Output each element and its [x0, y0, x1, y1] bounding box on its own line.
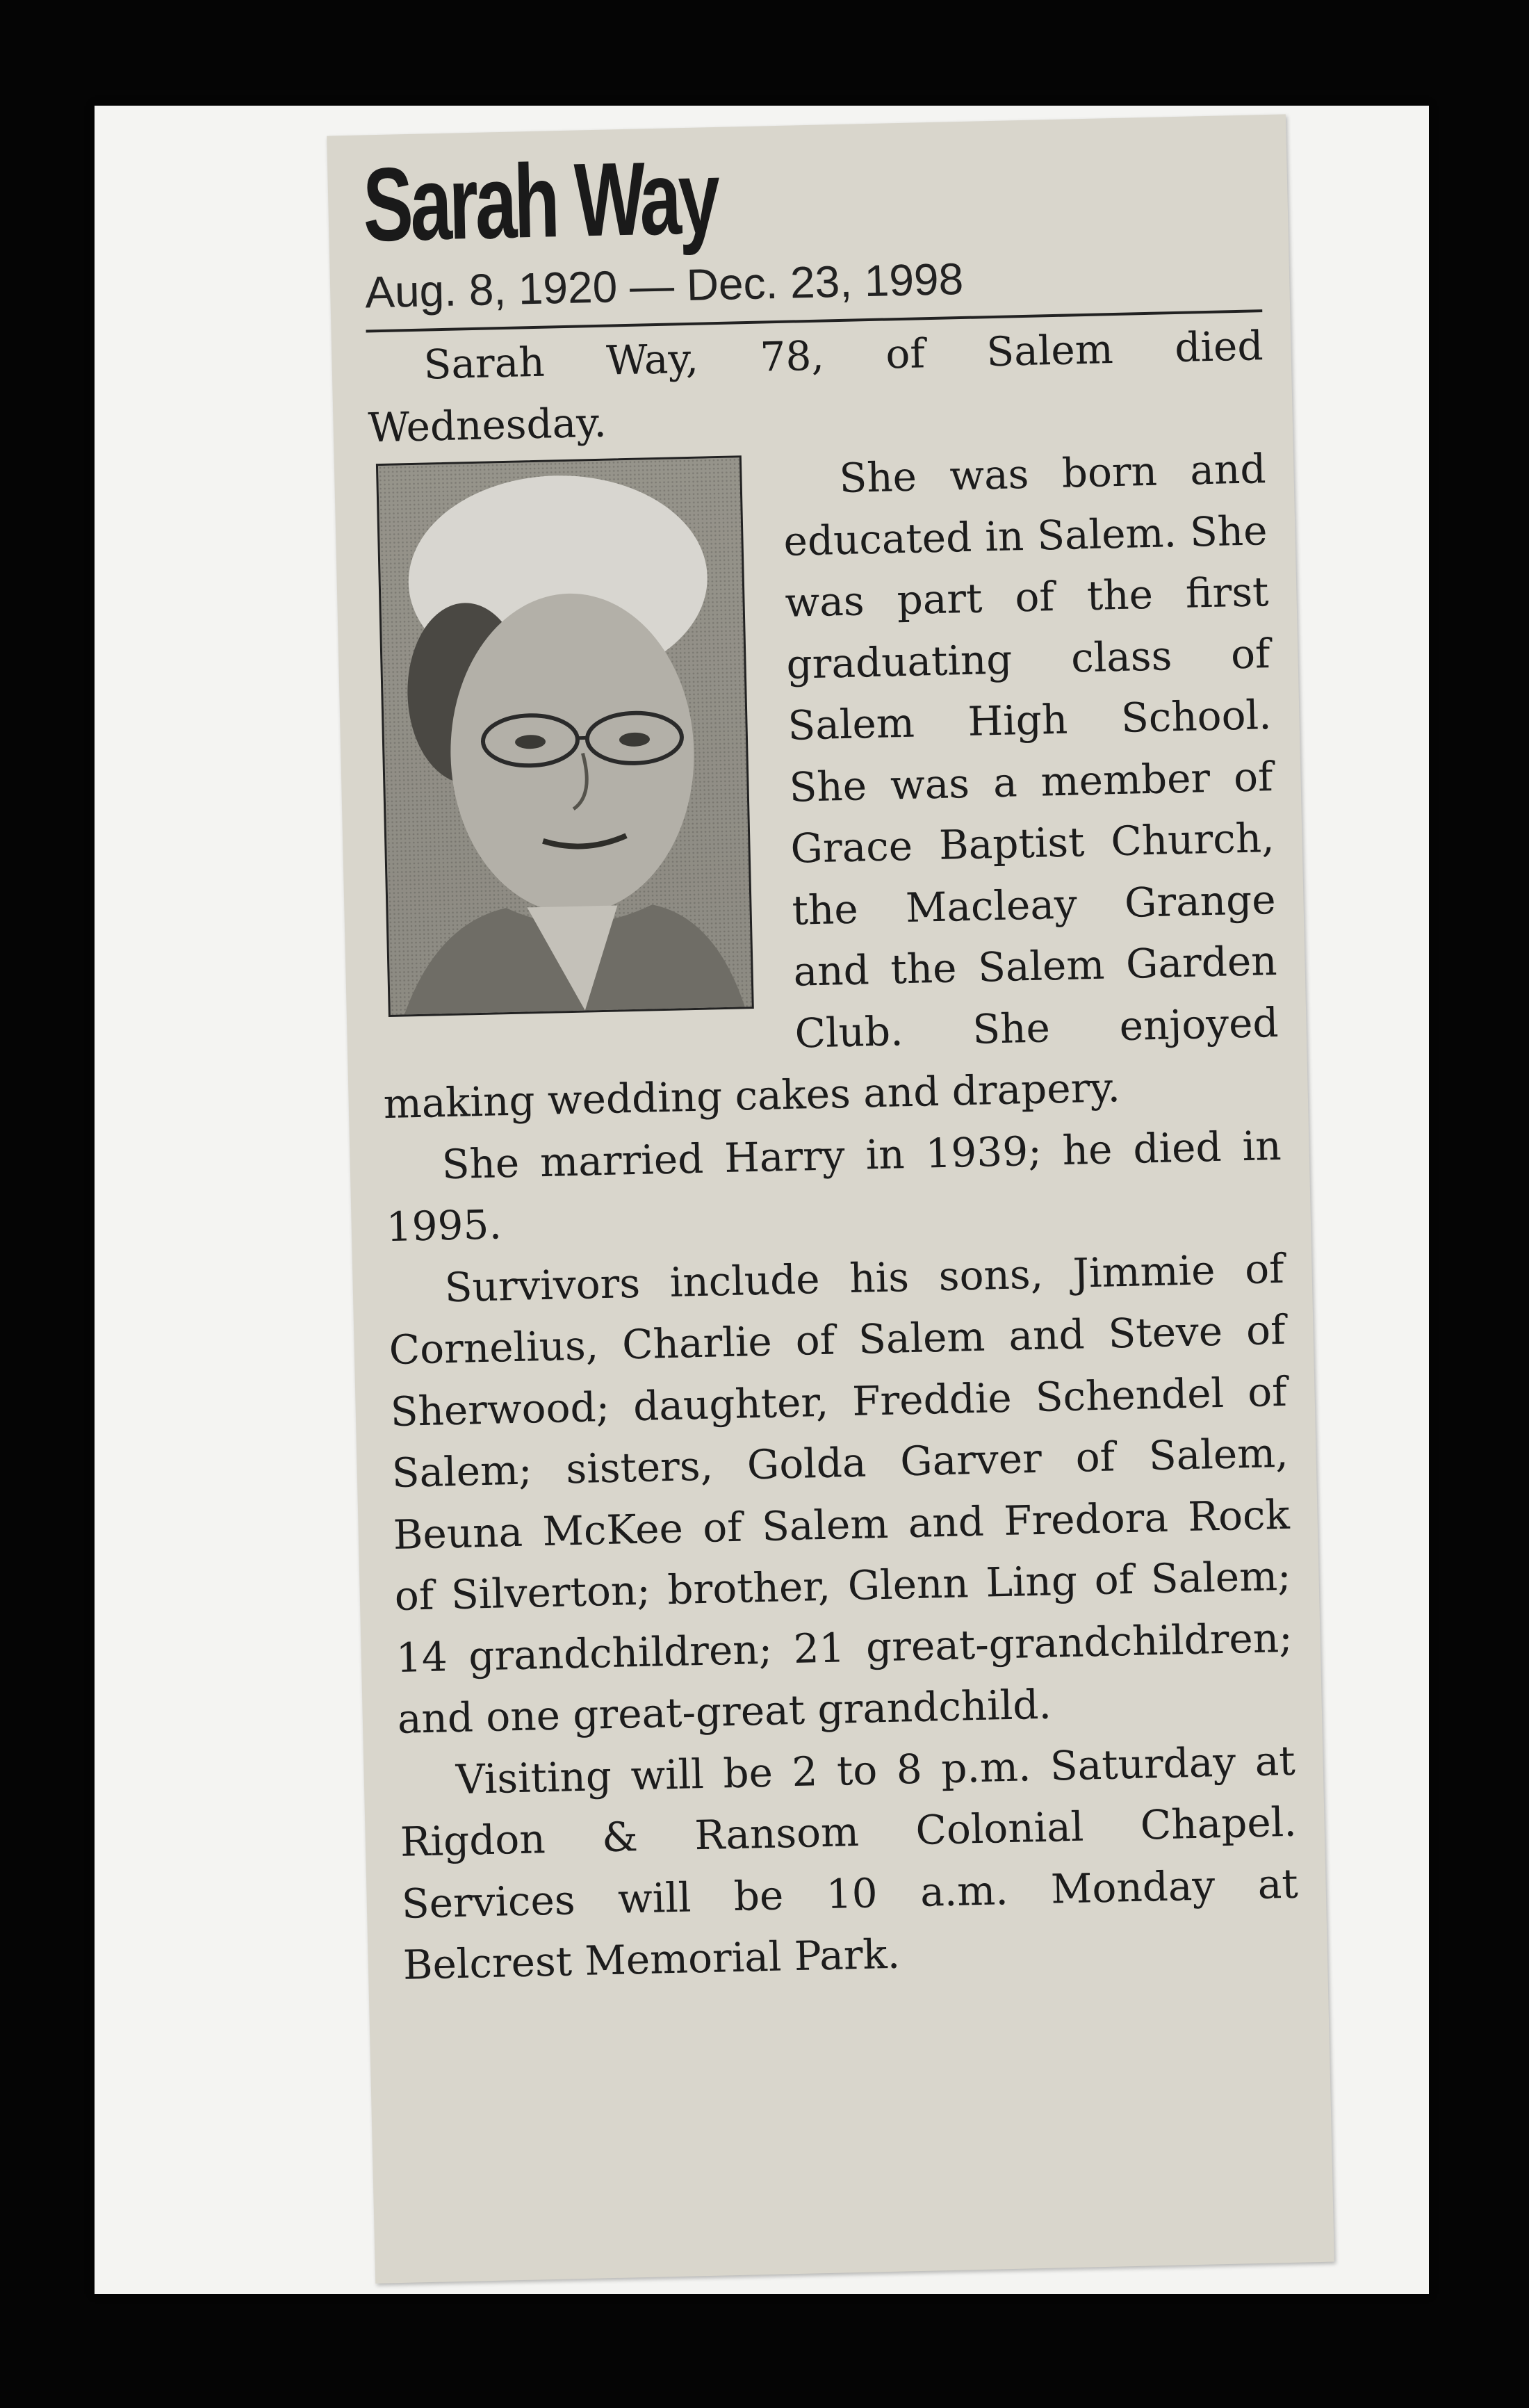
paragraph-survivors: Survivors include his sons, Jimmie of Cornelius, Charlie of Salem and Steve of Sherwood; daughter, Freddie Schendel of Salem; sisters, Golda Garver of Salem, Beuna McKee of Salem and Fredora Rock of Silverton; brother, Glenn Ling of Salem; 14 grandchildren; 21 great-grandchildren; and one great-great grandchild.: [389, 1244, 1293, 1743]
paragraph-services: Visiting will be 2 to 8 p.m. Saturday at Rigdon & Ransom Colonial Chapel. Services will be 10 a.m. Monday at Belcrest Memorial Park.: [400, 1736, 1299, 1989]
obituary-body: [366, 315, 1300, 1996]
newspaper-clipping: [327, 114, 1334, 2284]
portrait-photo: [376, 455, 754, 1017]
paragraph-death: Sarah Way, 78, of Salem died Wednesday.: [367, 322, 1264, 451]
obituary-name: Sarah Way: [361, 138, 719, 263]
obituary-dates: Aug. 8, 1920 — Dec. 23, 1998: [364, 244, 1262, 332]
portrait-image: [378, 457, 752, 1015]
paragraph-marriage: She married Harry in 1939; he died in 1995.: [386, 1121, 1282, 1251]
paragraph-biography: She was born and educated in Salem. She was part of the first graduating class of Salem High School. She was a member of Grace Baptist Church, the Macleay Grange and the Salem Garden Club. She enjoyed making wedding cakes and drapery.: [383, 445, 1279, 1128]
